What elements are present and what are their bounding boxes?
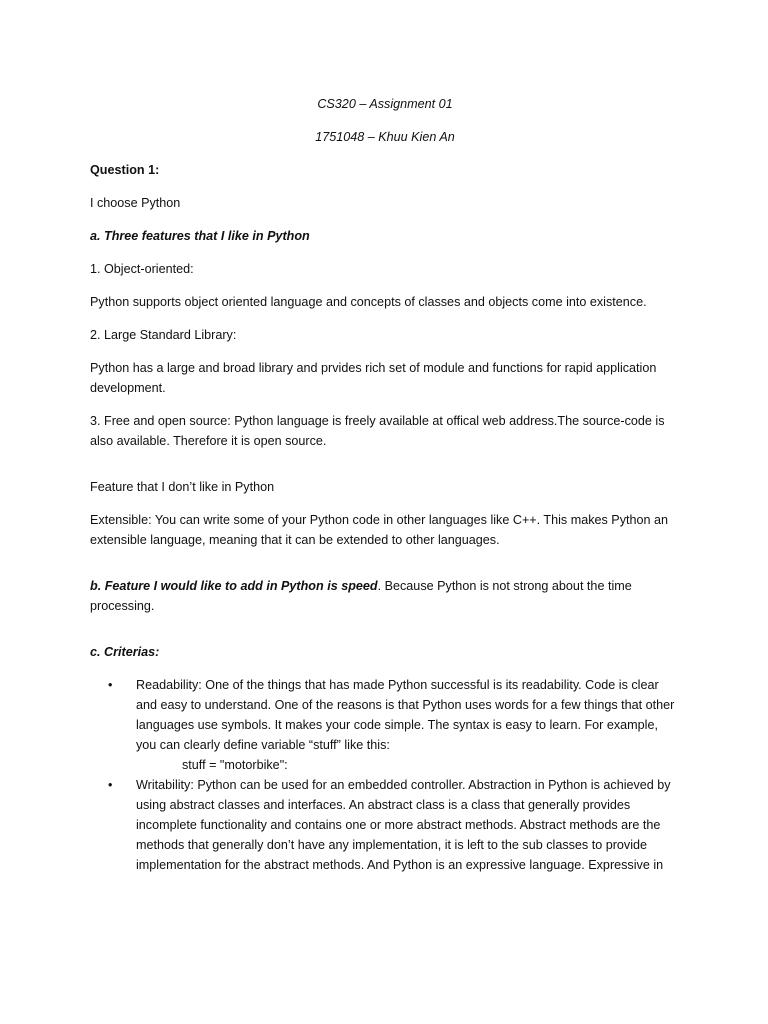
list-item-readability <box>136 675 680 775</box>
feature-1-text: Python supports object oriented language and concepts of classes and objects come into existence. <box>90 295 647 309</box>
readability-code: stuff = "motorbike": <box>182 758 288 772</box>
criteria-list <box>90 675 680 875</box>
section-a-heading: a. Three features that I like in Python <box>90 229 310 243</box>
writability-text: Writability: Python can be used for an embedded controller. Abstraction in Python is achieved by using abstract classes and interfaces. An abstract class is a class that generally provides incomplete functionality and contains one or more abstract methods. Abstract methods are the methods that generally don’t have any implementation, it is left to the sub classes to provide implementation for the abstract methods. And Python is an expressive language. Expressive in <box>136 778 671 872</box>
dislike-text: Extensible: You can write some of your Python code in other languages like C++. This makes Python an extensible language, meaning that it can be extended to other languages. <box>90 513 669 547</box>
section-b-text: . Because Python is not strong about the time processing. <box>90 579 632 613</box>
document-body <box>90 94 680 875</box>
question-title: Question 1: <box>90 163 160 177</box>
feature-3-text: 3. Free and open source: Python language is freely available at offical web address.The source-code is also available. Therefore it is open source. <box>90 414 665 448</box>
section-b-heading: b. Feature I would like to add in Python is speed <box>90 579 378 593</box>
feature-2-text: Python has a large and broad library and prvides rich set of module and functions for rapid application development. <box>90 361 657 395</box>
assignment-title: CS320 – Assignment 01 <box>317 97 453 111</box>
dislike-title: Feature that I don’t like in Python <box>90 480 275 494</box>
language-choice: I choose Python <box>90 196 181 210</box>
list-item-writability <box>136 775 680 875</box>
readability-text: Readability: One of the things that has made Python successful is its readability. Code is clear and easy to understand. One of the reasons is that Python uses words for a few things that other languages use symbols. It makes your code simple. The syntax is easy to learn. For example, you can clearly define variable “stuff” like this: <box>136 678 675 752</box>
section-c-heading: c. Criterias: <box>90 645 160 659</box>
feature-2-title: 2. Large Standard Library: <box>90 328 237 342</box>
section-b-paragraph <box>90 576 680 616</box>
feature-1-title: 1. Object-oriented: <box>90 262 194 276</box>
student-line: 1751048 – Khuu Kien An <box>315 130 455 144</box>
